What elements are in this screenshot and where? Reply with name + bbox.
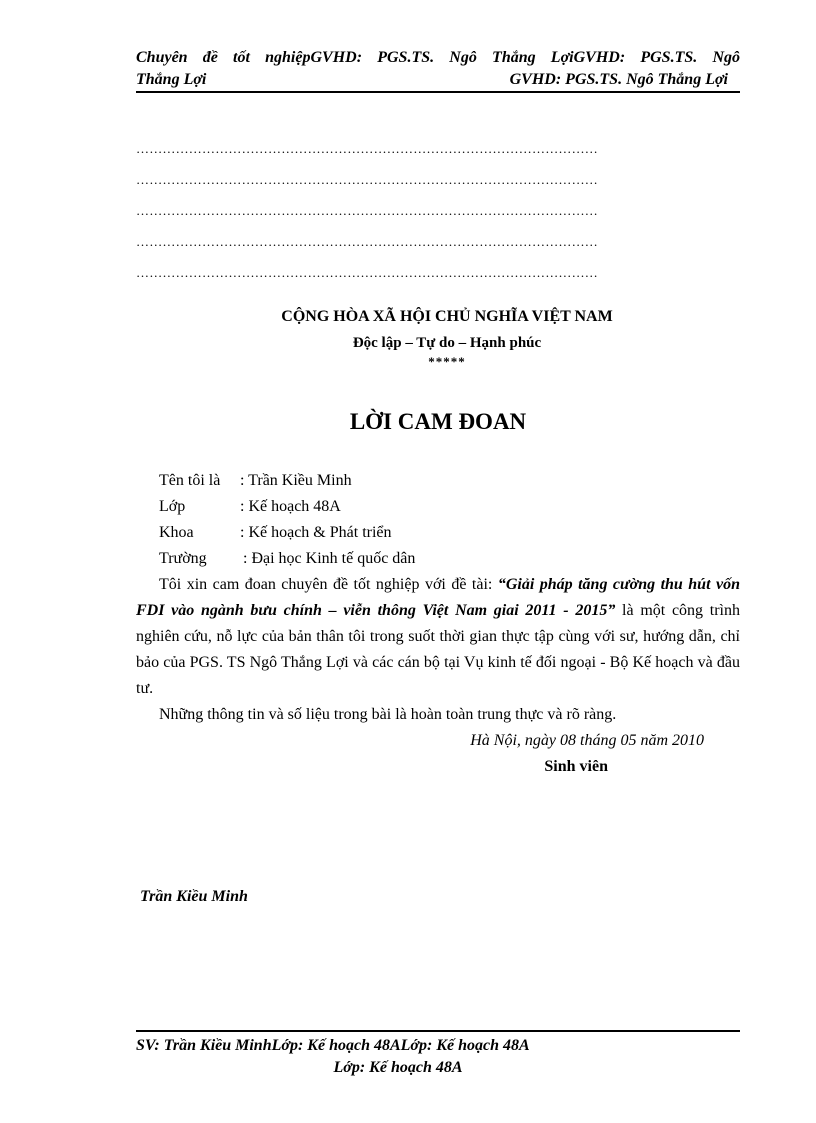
- header-line-1: Chuyên đề tốt nghiệpGVHD: PGS.TS. Ngô Thắng LợiGVHD: PGS.TS. Ngô: [136, 49, 740, 66]
- motto-stars: *****: [428, 354, 466, 369]
- info-label: Trường: [159, 550, 207, 567]
- signer-name: Trần Kiều Minh: [140, 888, 248, 905]
- declaration-rest: là một công trình nghiên cứu, nỗ lực của bản thân tôi trong suốt thời gian thực tập cùng với sư, hướng dẫn, chỉ bảo của PGS. TS Ngô Thắng Lợi và các cán bộ tại Vụ kinh tế đối ngoại - Bộ Kế hoạch và đầu tư.: [136, 602, 740, 697]
- info-value: : Kế hoạch 48A: [240, 498, 341, 515]
- page-footer: [136, 1035, 740, 1079]
- truth-statement: Những thông tin và số liệu trong bài là hoàn toàn trung thực và rõ ràng.: [159, 706, 617, 723]
- declaration-body: [136, 468, 740, 780]
- national-motto: [136, 305, 740, 369]
- info-value: : Kế hoạch & Phát triển: [240, 524, 392, 541]
- dotted-lines: [136, 133, 720, 288]
- place-date: Hà Nội, ngày 08 tháng 05 năm 2010: [470, 732, 704, 749]
- signer-role: Sinh viên: [544, 758, 608, 775]
- header-rule: [136, 91, 740, 93]
- header-line-2-right: GVHD: PGS.TS. Ngô Thắng Lợi: [509, 71, 728, 88]
- info-label: Khoa: [159, 524, 194, 541]
- info-row-faculty: [136, 520, 740, 546]
- info-value: : Trần Kiều Minh: [240, 472, 352, 489]
- header-line-2: [136, 69, 740, 91]
- dotted-line: ……………………………………………………………………………………………: [136, 203, 598, 218]
- info-value: : Đại học Kinh tế quốc dân: [243, 550, 416, 567]
- info-row-school: [136, 546, 740, 572]
- info-row-class: [136, 494, 740, 520]
- declaration-intro: Tôi xin cam đoan chuyên đề tốt nghiệp với đề tài:: [159, 576, 498, 593]
- footer-line-1: SV: Trần Kiều MinhLớp: Kế hoạch 48ALớp: Kế hoạch 48A: [136, 1037, 530, 1054]
- thesis-topic: “Giải pháp tăng cường thu hút vốn FDI vào ngành bưu chính – viễn thông Việt Nam giai 2011 - 2015”: [136, 576, 740, 619]
- footer-line-2: Lớp: Kế hoạch 48A: [333, 1059, 463, 1076]
- dotted-line: ……………………………………………………………………………………………: [136, 172, 598, 187]
- header-line-2-left: Thắng Lợi: [136, 71, 207, 88]
- dotted-line: ……………………………………………………………………………………………: [136, 141, 598, 156]
- footer-rule: [136, 1030, 740, 1032]
- document-title: LỜI CAM ĐOAN: [349, 409, 527, 434]
- info-row-name: [136, 468, 740, 494]
- dotted-line: ……………………………………………………………………………………………: [136, 234, 598, 249]
- info-label: Lớp: [159, 498, 186, 515]
- country-name: CỘNG HÒA XÃ HỘI CHỦ NGHĨA VIỆT NAM: [281, 308, 613, 325]
- info-label: Tên tôi là: [159, 472, 221, 489]
- page-header: [136, 47, 740, 91]
- motto-slogan: Độc lập – Tự do – Hạnh phúc: [352, 335, 542, 351]
- declaration-paragraph: [136, 572, 740, 702]
- dotted-line: ……………………………………………………………………………………………: [136, 265, 598, 280]
